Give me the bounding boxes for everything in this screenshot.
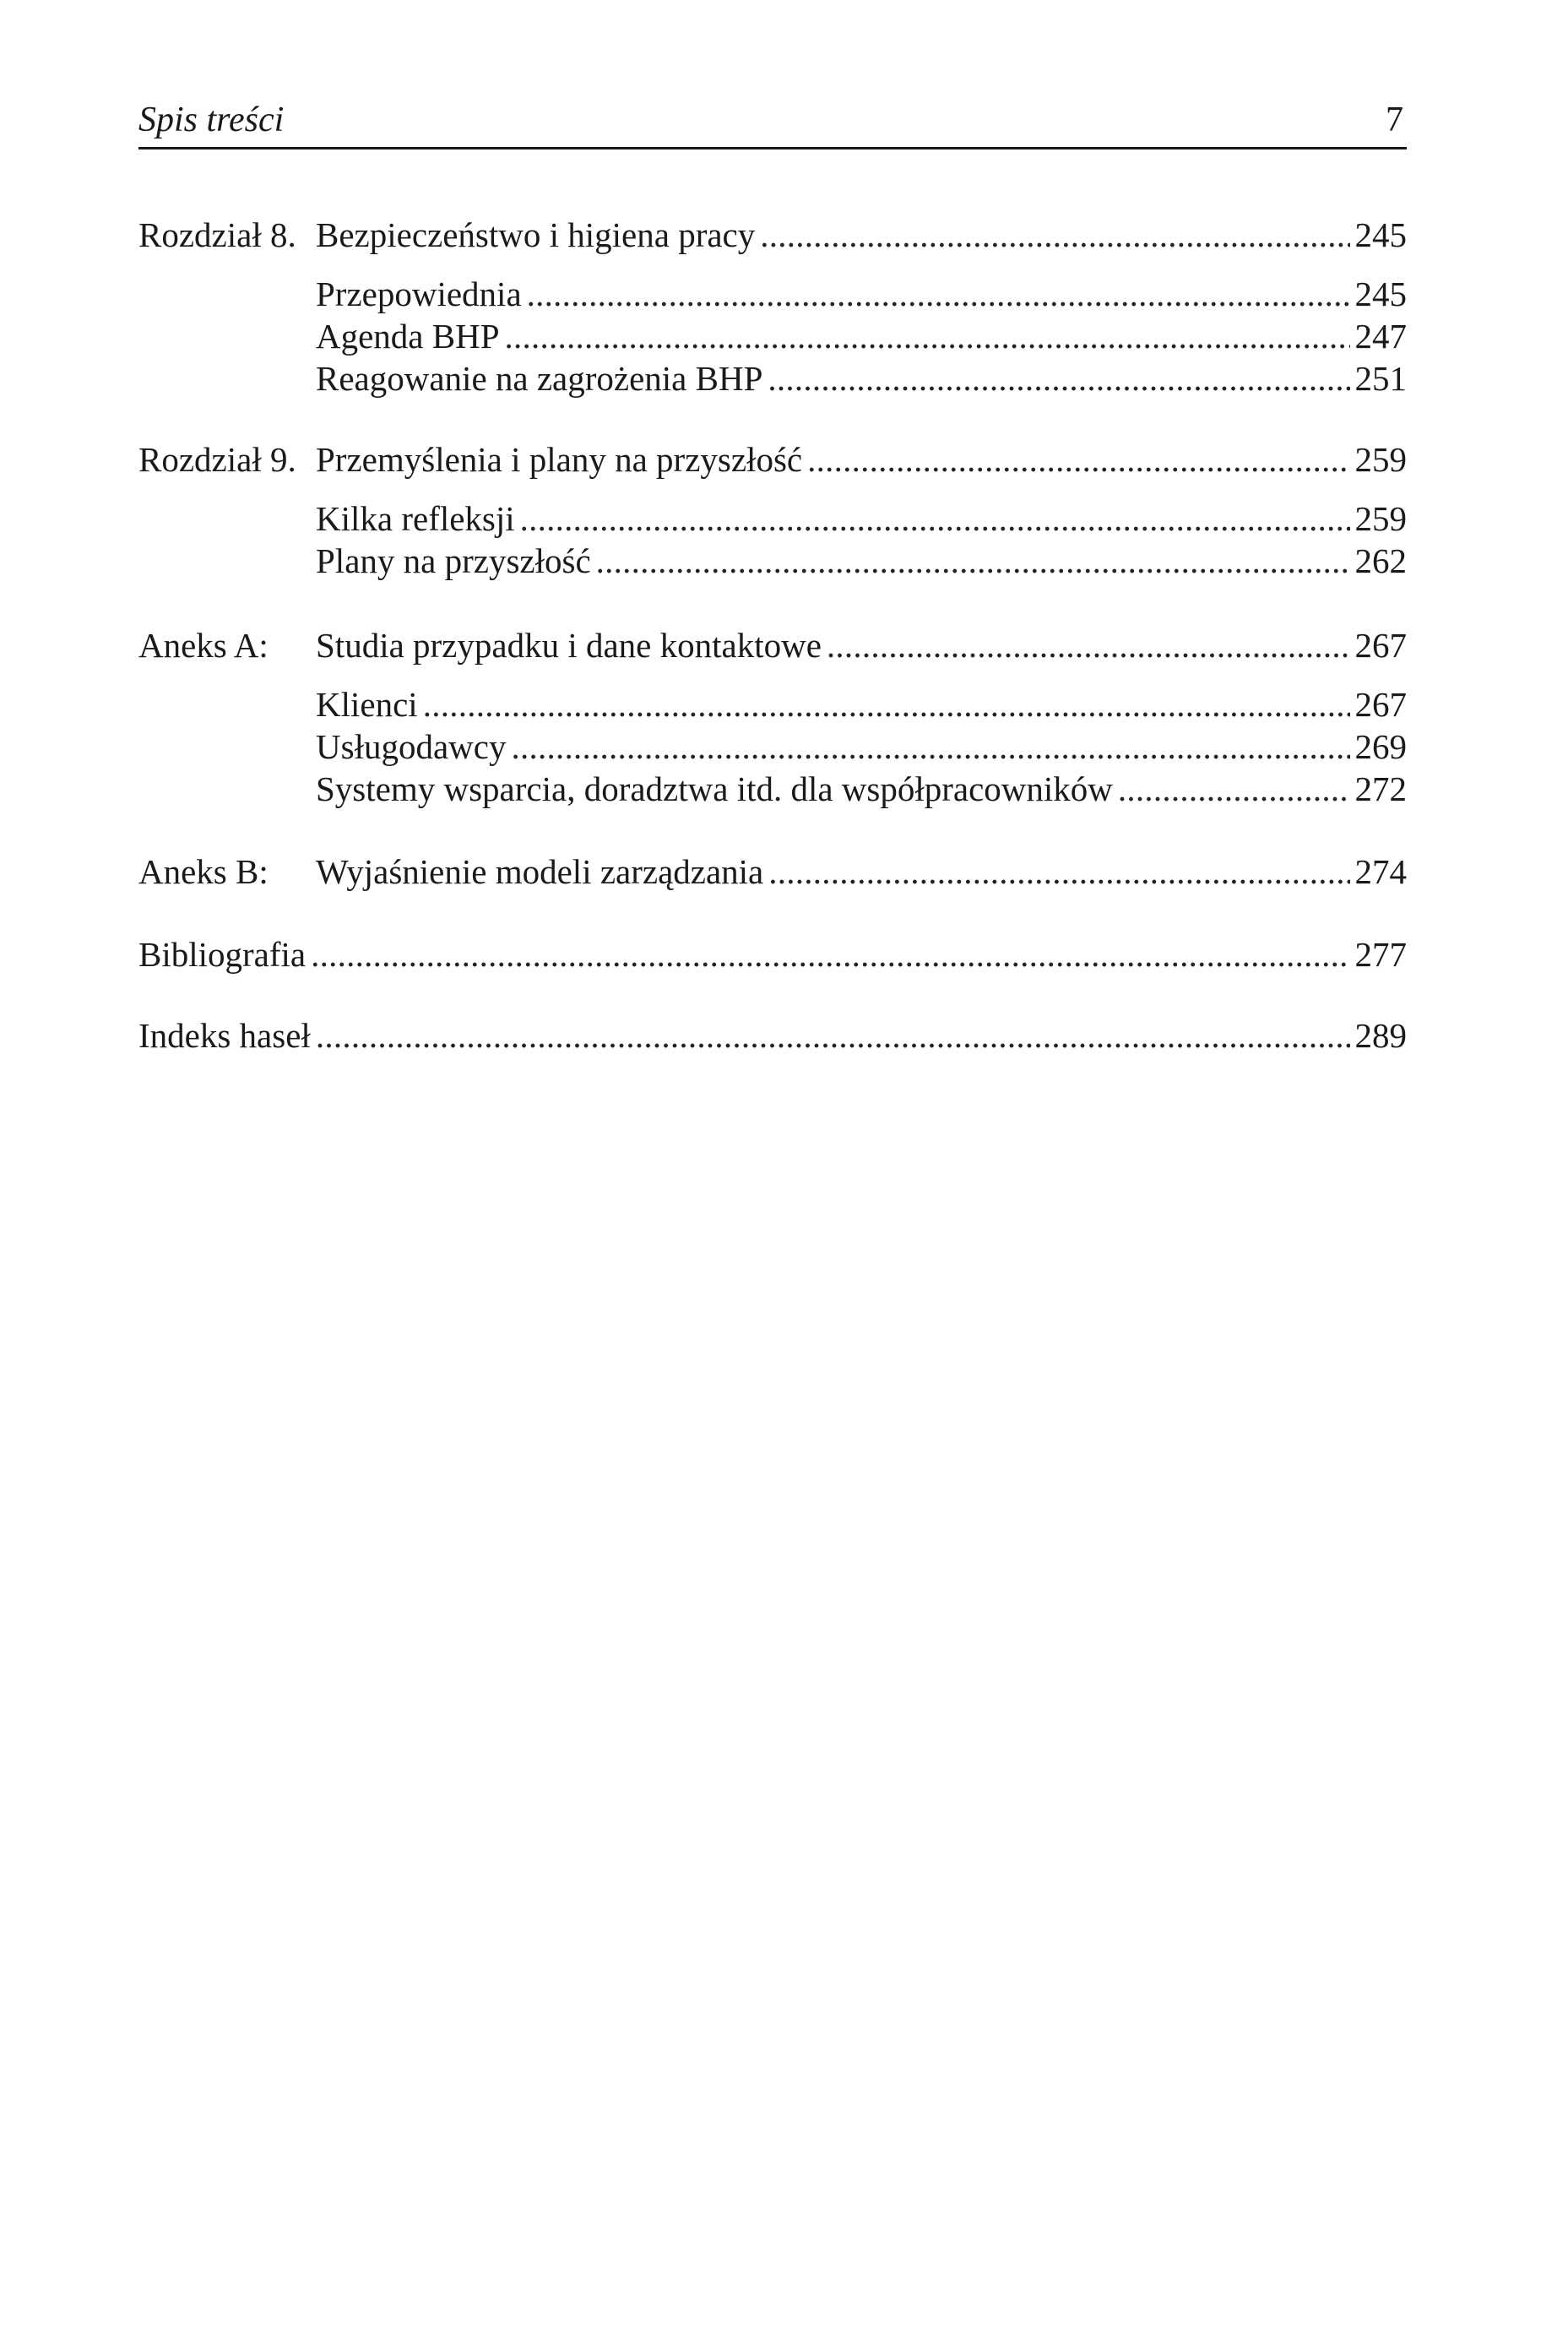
toc-entry-chapter-8[interactable] <box>138 213 1407 257</box>
dot-leader <box>1118 767 1350 811</box>
entry-title: Bibliografia <box>138 935 307 974</box>
toc-entry-chapter-9[interactable] <box>138 437 1407 481</box>
dot-leader <box>423 682 1350 726</box>
entry-page: 262 <box>1354 541 1407 580</box>
dot-leader <box>527 272 1350 316</box>
running-title: Spis treści <box>138 101 285 139</box>
entry-title: Przemyślenia i plany na przyszłość <box>316 440 803 479</box>
entry-page: 274 <box>1354 852 1407 891</box>
entry-title: Usługodawcy <box>316 727 507 766</box>
toc-subentry[interactable] <box>316 497 1407 541</box>
entry-page: 267 <box>1354 626 1407 665</box>
entry-title: Agenda BHP <box>316 317 500 356</box>
entry-page: 247 <box>1354 317 1407 356</box>
dot-leader <box>505 314 1350 358</box>
toc-subentry[interactable] <box>316 272 1407 316</box>
entry-page: 259 <box>1354 440 1407 479</box>
entry-title: Kilka refleksji <box>316 499 515 538</box>
entry-label: Rozdział 8. <box>138 215 296 254</box>
entry-title: Indeks haseł <box>138 1016 311 1055</box>
dot-leader <box>768 850 1349 894</box>
entry-page: 272 <box>1354 769 1407 808</box>
entry-page: 245 <box>1354 215 1407 254</box>
toc-subentry[interactable] <box>316 314 1407 358</box>
entry-title: Wyjaśnienie modeli zarządzania <box>316 852 764 891</box>
page-number: 7 <box>1386 101 1403 139</box>
toc-subentry[interactable] <box>316 725 1407 769</box>
entry-page: 245 <box>1354 274 1407 313</box>
entry-page: 267 <box>1354 685 1407 724</box>
toc-entry-aneks-b[interactable] <box>138 850 1407 894</box>
entry-page: 259 <box>1354 499 1407 538</box>
page-header <box>138 95 1407 149</box>
entry-title: Przepowiednia <box>316 274 522 313</box>
dot-leader <box>511 725 1349 769</box>
dot-leader <box>760 213 1349 257</box>
entry-title: Klienci <box>316 685 418 724</box>
entry-label: Aneks B: <box>138 852 269 891</box>
entry-title: Reagowanie na zagrożenia BHP <box>316 359 763 398</box>
dot-leader <box>316 1013 1350 1057</box>
dot-leader <box>596 539 1350 583</box>
dot-leader <box>768 356 1349 400</box>
entry-title: Bezpieczeństwo i higiena pracy <box>316 215 756 254</box>
toc-subentry[interactable] <box>316 682 1407 726</box>
entry-title: Studia przypadku i dane kontaktowe <box>316 626 822 665</box>
toc-entry-indeks[interactable] <box>138 1013 1407 1057</box>
entry-page: 251 <box>1354 359 1407 398</box>
entry-title: Plany na przyszłość <box>316 541 591 580</box>
dot-leader <box>827 623 1350 667</box>
dot-leader <box>311 932 1349 976</box>
entry-page: 277 <box>1354 935 1407 974</box>
dot-leader <box>520 497 1350 541</box>
toc-entry-bibliografia[interactable] <box>138 932 1407 976</box>
entry-label: Rozdział 9. <box>138 440 296 479</box>
toc-subentry[interactable] <box>316 539 1407 583</box>
entry-label: Aneks A: <box>138 626 269 665</box>
toc-entry-aneks-a[interactable] <box>138 623 1407 667</box>
entry-title: Systemy wsparcia, doradztwa itd. dla współpracowników <box>316 769 1113 808</box>
toc-subentry[interactable] <box>316 356 1407 400</box>
dot-leader <box>807 437 1349 481</box>
entry-page: 269 <box>1354 727 1407 766</box>
toc-subentry[interactable] <box>316 767 1407 811</box>
entry-page: 289 <box>1354 1016 1407 1055</box>
